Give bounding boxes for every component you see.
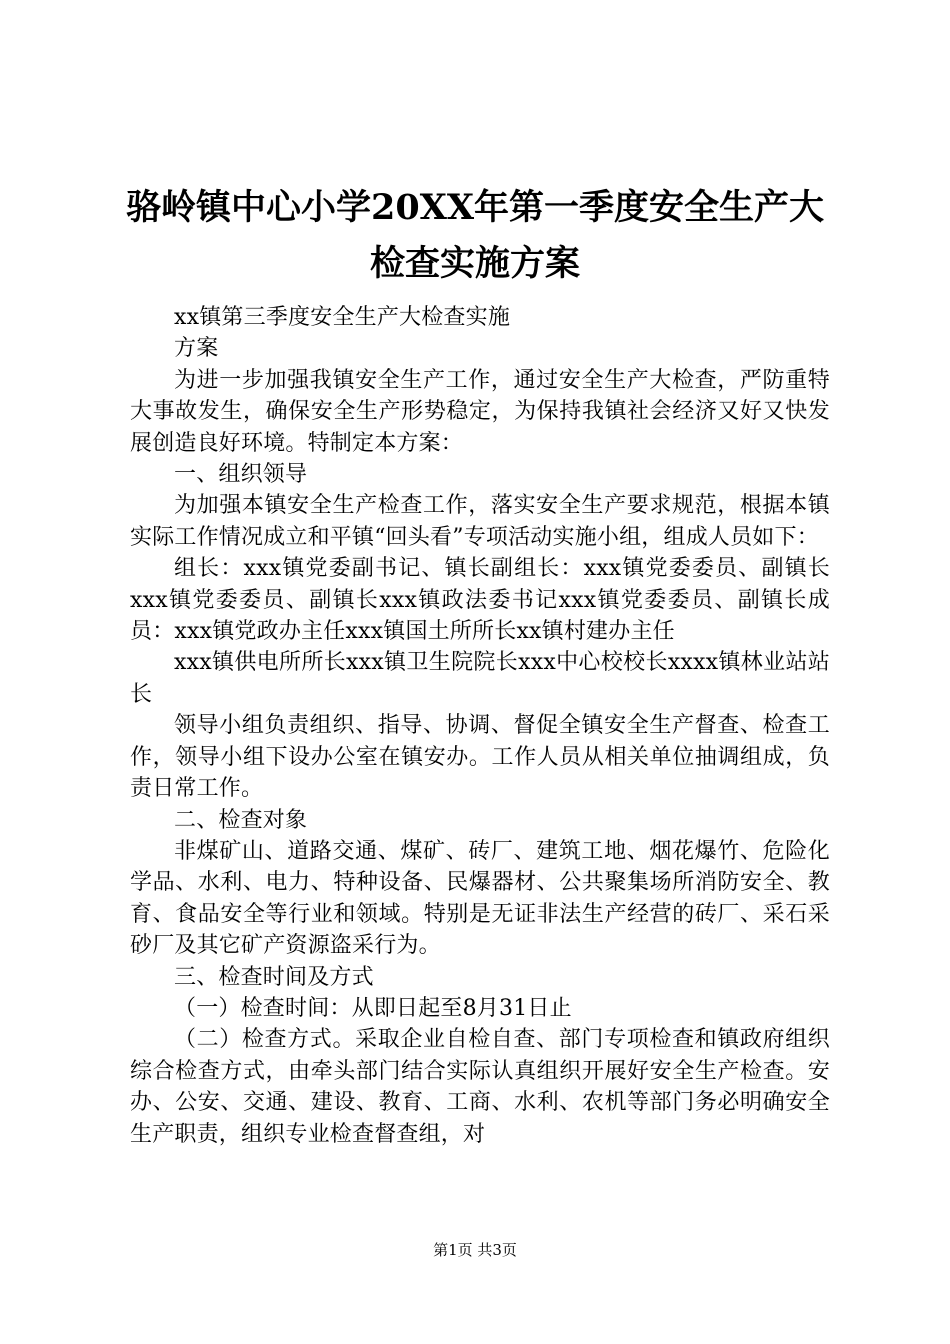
document-title-line-1: 骆岭镇中心小学20XX年第一季度安全生产大 [125,187,825,228]
paragraph: 为进一步加强我镇安全生产工作，通过安全生产大检查，严防重特大事故发生，确保安全生产形势稳定，为保持我镇社会经济又好又快发展创造良好环境。特制定本方案： [130,367,830,456]
paragraph: 领导小组负责组织、指导、协调、督促全镇安全生产督查、检查工作，领导小组下设办公室在镇安办。工作人员从相关单位抽调组成，负责日常工作。 [130,713,830,802]
paragraph: （一）检查时间：从即日起至8月31日止 [174,995,572,1021]
section-heading: 一、组织领导 [174,462,308,488]
paragraph: 方案 [174,336,219,362]
document-body [130,302,830,1150]
section-heading: 二、检查对象 [174,807,308,833]
paragraph: 组长：xxx镇党委副书记、镇长副组长：xxx镇党委委员、副镇长xxx镇党委委员、副镇长xxx镇政法委书记xxx镇党委委员、副镇长成员：xxx镇党政办主任xxx镇国土所所长xx镇村建办主任 [130,556,830,645]
document-title-line-2: 检查实施方案 [369,243,580,284]
paragraph: 非煤矿山、道路交通、煤矿、砖厂、建筑工地、烟花爆竹、危险化学品、水利、电力、特种设备、民爆器材、公共聚集场所消防安全、教育、食品安全等行业和领域。特别是无证非法生产经营的砖厂、采石采砂厂及其它矿产资源盗采行为。 [130,838,830,959]
section-heading: 三、检查时间及方式 [174,964,374,990]
paragraph: （二）检查方式。采取企业自检自查、部门专项检查和镇政府组织综合检查方式，由牵头部门结合实际认真组织开展好安全生产检查。安办、公安、交通、建设、教育、工商、水利、农机等部门务必明确安全生产职责，组织专业检查督查组，对 [130,1027,830,1147]
paragraph: 为加强本镇安全生产检查工作，落实安全生产要求规范，根据本镇实际工作情况成立和平镇“回头看”专项活动实施小组，组成人员如下： [130,493,830,550]
page-footer: 第1页 共3页 [433,1241,517,1259]
paragraph: xxx镇供电所所长xxx镇卫生院院长xxx中心校校长xxxx镇林业站站长 [130,650,830,707]
paragraph: xx镇第三季度安全生产大检查实施 [174,305,511,330]
